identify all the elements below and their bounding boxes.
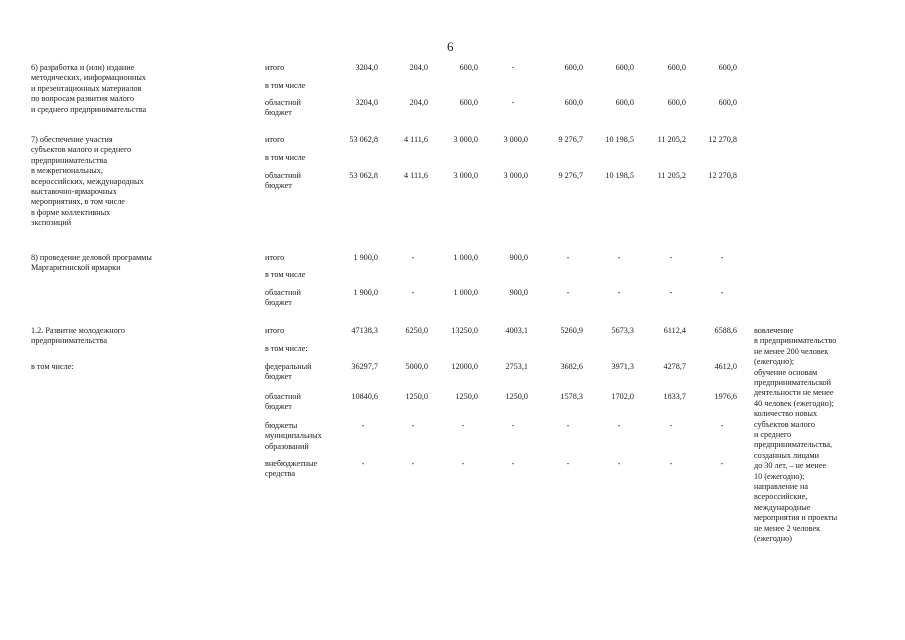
table-cell-value: 53 062,8	[349, 171, 378, 180]
expected-result-line: вовлечение	[754, 326, 794, 335]
expected-result-line: обучение основам	[754, 367, 818, 377]
table-cell-value: 600,0	[718, 63, 737, 72]
table-cell-value: 6588,6	[714, 326, 737, 335]
table-cell-value: -	[511, 63, 515, 72]
table-cell-value: 4003,1	[505, 326, 528, 335]
table-cell-value: 4 111,6	[404, 135, 428, 144]
table-cell-value: 1833,7	[663, 392, 686, 401]
table-cell-value: 1976,6	[714, 392, 737, 401]
table-cell-value: -	[411, 421, 415, 430]
table-cell-value: 13250,0	[451, 326, 478, 335]
expected-result-line: предпринимательства,	[754, 440, 833, 450]
table-cell-value: 600,0	[718, 98, 737, 107]
table-cell-value: -	[669, 253, 673, 262]
table-cell-value: 3 000,0	[453, 135, 478, 144]
expected-result-line: (ежегодно);	[754, 357, 795, 367]
table-cell-value: 12 270,8	[708, 171, 737, 180]
table-cell-value: -	[361, 459, 365, 468]
measure-description-line: в форме коллективных	[31, 207, 111, 217]
table-cell-value: -	[411, 288, 415, 297]
table-cell-value: 1 900,0	[353, 253, 378, 262]
table-cell-value: -	[566, 288, 570, 297]
funding-source-label: бюджеты	[265, 421, 298, 430]
funding-source-label: средства	[265, 469, 296, 479]
table-cell-value: 10 198,5	[605, 171, 634, 180]
table-cell-value: 600,0	[667, 98, 686, 107]
table-cell-value: -	[566, 459, 570, 468]
table-cell-value: 10 198,5	[605, 135, 634, 144]
table-cell-value: 1578,3	[560, 392, 583, 401]
measure-description-line: 7) обеспечение участия	[31, 135, 113, 144]
table-cell-value: 1 900,0	[353, 288, 378, 297]
funding-source-label: бюджет	[265, 181, 292, 191]
measure-subheading: в том числе:	[31, 362, 74, 371]
expected-result-line: всероссийские,	[754, 492, 808, 502]
expected-result-line: не менее 2 человек	[754, 523, 821, 533]
expected-result-line: предпринимательской	[754, 378, 832, 387]
funding-source-label: внебюджетные	[265, 459, 318, 468]
expected-result-line: не менее 200 человек	[754, 346, 829, 356]
table-cell-value: 5673,3	[611, 326, 634, 335]
measure-description-line: и презентационных материалов	[31, 83, 142, 93]
table-cell-value: 3204,0	[355, 63, 378, 72]
table-cell-value: 6250,0	[405, 326, 428, 335]
table-cell-value: 5260,9	[560, 326, 583, 335]
funding-source-label: областной	[265, 98, 301, 107]
funding-source-label: федеральный	[265, 362, 312, 371]
table-cell-value: -	[566, 421, 570, 430]
table-cell-value: -	[720, 288, 724, 297]
measure-description-line: предпринимательства	[31, 155, 107, 165]
table-cell-value: 9 276,7	[558, 171, 583, 180]
table-cell-value: 600,0	[667, 63, 686, 72]
table-cell-value: 3 000,0	[453, 171, 478, 180]
expected-result-line: 40 человек (ежегодно);	[754, 398, 834, 408]
expected-result-line: международные	[754, 502, 811, 512]
measure-description-line: субъектов малого и среднего	[31, 145, 132, 155]
table-cell-value: -	[566, 253, 570, 262]
table-cell-value: -	[411, 459, 415, 468]
table-cell-value: 4612,0	[714, 362, 737, 371]
table-cell-value: -	[669, 459, 673, 468]
table-cell-value: 1702,0	[611, 392, 634, 401]
measure-description-line: методических, информационных	[31, 73, 146, 83]
table-cell-value: 600,0	[459, 98, 478, 107]
table-cell-value: -	[617, 253, 621, 262]
funding-source-label: областной	[265, 288, 301, 297]
expected-result-line: до 30 лет, – не менее	[754, 461, 826, 471]
table-cell-value: 11 205,2	[657, 171, 686, 180]
table-cell-value: 3 000,0	[503, 171, 528, 180]
funding-source-label: итого	[265, 253, 285, 262]
table-cell-value: 5000,0	[405, 362, 428, 371]
table-cell-value: 600,0	[615, 98, 634, 107]
table-cell-value: -	[720, 253, 724, 262]
expected-result-line: в предпринимательство	[754, 336, 837, 346]
table-cell-value: -	[511, 459, 515, 468]
table-cell-value: -	[617, 421, 621, 430]
table-cell-value: -	[669, 288, 673, 297]
table-cell-value: 600,0	[615, 63, 634, 72]
table-cell-value: 600,0	[564, 63, 583, 72]
table-cell-value: -	[720, 421, 724, 430]
expected-result-line: направление на	[754, 482, 808, 491]
table-cell-value: -	[720, 459, 724, 468]
measure-description-line: и среднего предпринимательства	[31, 104, 147, 114]
expected-result-line: и среднего	[754, 430, 792, 439]
funding-source-label: бюджет	[265, 402, 292, 412]
funding-source-label: образований	[265, 441, 309, 451]
table-cell-value: 600,0	[459, 63, 478, 72]
table-cell-value: 1 000,0	[453, 288, 478, 297]
table-cell-value: 2753,1	[505, 362, 528, 371]
table-cell-value: 11 205,2	[657, 135, 686, 144]
table-cell-value: -	[461, 459, 465, 468]
expected-result-line: субъектов малого	[754, 419, 815, 429]
table-cell-value: 900,0	[509, 288, 528, 297]
expected-result-line: мероприятия и проекты	[754, 513, 838, 523]
funding-source-label: в том числе	[265, 270, 306, 279]
expected-result-line: деятельности не менее	[754, 388, 834, 398]
table-cell-value: 3 000,0	[503, 135, 528, 144]
page-number: 6	[447, 39, 454, 54]
funding-source-label: итого	[265, 63, 285, 72]
funding-source-label: областной	[265, 392, 301, 401]
measure-description-line: всероссийских, международных	[31, 176, 144, 186]
measure-description-line: в межрегиональных,	[31, 166, 103, 176]
funding-source-label: в том числе	[265, 153, 306, 162]
table-cell-value: 600,0	[564, 98, 583, 107]
table-cell-value: 12 270,8	[708, 135, 737, 144]
measure-description-line: 1.2. Развитие молодежного	[31, 326, 125, 335]
expected-result-line: 10 (ежегодно);	[754, 471, 805, 481]
table-cell-value: 6112,4	[663, 326, 686, 335]
table-cell-value: 4 111,6	[404, 171, 428, 180]
table-cell-value: 36297,7	[351, 362, 378, 371]
table-cell-value: -	[617, 459, 621, 468]
table-cell-value: 10840,6	[351, 392, 378, 401]
table-cell-value: 47138,3	[351, 326, 378, 335]
table-cell-value: 9 276,7	[558, 135, 583, 144]
table-cell-value: -	[411, 253, 415, 262]
table-cell-value: 1250,0	[505, 392, 528, 401]
measure-description-line: 6) разработка и (или) издание	[31, 63, 135, 72]
measure-description-line: экспозиций	[31, 218, 72, 228]
measure-description-line: Маргаритинской ярмарки	[31, 263, 121, 273]
table-cell-value: 4278,7	[663, 362, 686, 371]
funding-source-label: в том числе	[265, 81, 306, 90]
table-cell-value: 204,0	[409, 98, 428, 107]
funding-source-label: бюджет	[265, 298, 292, 308]
table-cell-value: 12000,0	[451, 362, 478, 371]
table-cell-value: 53 062,8	[349, 135, 378, 144]
measure-description-line: мероприятиях, в том числе	[31, 197, 125, 207]
table-cell-value: -	[361, 421, 365, 430]
expected-result-line: (ежегодно)	[754, 534, 792, 543]
funding-source-label: муниципальных	[265, 431, 322, 441]
measure-description-line: 8) проведение деловой программы	[31, 253, 152, 262]
expected-result-line: количество новых	[754, 409, 818, 419]
table-cell-value: -	[511, 98, 515, 107]
funding-source-label: итого	[265, 135, 285, 144]
funding-source-label: областной	[265, 171, 301, 180]
table-cell-value: 900,0	[509, 253, 528, 262]
measure-description-line: выставочно-ярмарочных	[31, 187, 117, 196]
funding-source-label: бюджет	[265, 372, 292, 382]
table-cell-value: -	[511, 421, 515, 430]
measure-description-line: по вопросам развития малого	[31, 94, 135, 104]
table-cell-value: 1 000,0	[453, 253, 478, 262]
measure-description-line: предпринимательства	[31, 336, 107, 346]
funding-source-label: бюджет	[265, 108, 292, 118]
table-cell-value: 3682,6	[560, 362, 583, 371]
table-cell-value: -	[461, 421, 465, 430]
table-cell-value: -	[617, 288, 621, 297]
table-cell-value: 3204,0	[355, 98, 378, 107]
table-cell-value: -	[669, 421, 673, 430]
table-cell-value: 3971,3	[611, 362, 634, 371]
expected-result-line: созданных лицами	[754, 450, 820, 460]
table-cell-value: 1250,0	[455, 392, 478, 401]
funding-source-label: в том числе:	[265, 344, 308, 353]
funding-source-label: итого	[265, 326, 285, 335]
table-cell-value: 1250,0	[405, 392, 428, 401]
table-cell-value: 204,0	[409, 63, 428, 72]
